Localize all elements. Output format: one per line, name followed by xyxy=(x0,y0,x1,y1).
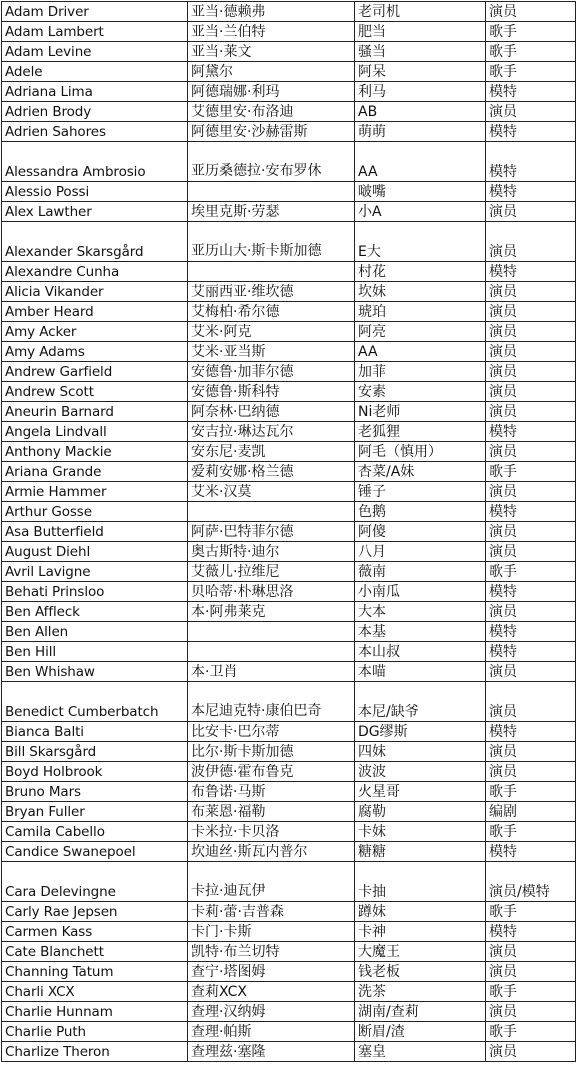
table-row xyxy=(2,362,576,382)
english-name-cell: Bryan Fuller xyxy=(2,802,188,822)
english-name-cell: Andrew Scott xyxy=(2,382,188,402)
chinese-name-cell: 安德鲁·加菲尔德 xyxy=(188,362,355,382)
chinese-name-cell xyxy=(188,182,355,202)
nickname-cell: 坎妹 xyxy=(355,282,486,302)
chinese-name-cell: 奥古斯特·迪尔 xyxy=(188,542,355,562)
chinese-name-cell: 阿德里安·沙赫雷斯 xyxy=(188,122,355,142)
occupation-cell: 演员 xyxy=(486,522,576,542)
english-name-cell: Alessio Possi xyxy=(2,182,188,202)
table-row xyxy=(2,622,576,642)
table-row xyxy=(2,502,576,522)
nickname-cell: AA xyxy=(355,342,486,362)
nickname-cell: 湖南/查莉 xyxy=(355,1002,486,1022)
english-name-cell: Avril Lavigne xyxy=(2,562,188,582)
occupation-cell: 演员 xyxy=(486,382,576,402)
chinese-name-cell: 查理兹·塞隆 xyxy=(188,1042,355,1062)
occupation-cell: 歌手 xyxy=(486,42,576,62)
english-name-cell: Asa Butterfield xyxy=(2,522,188,542)
table-row xyxy=(2,382,576,402)
english-name-cell: Adam Lambert xyxy=(2,22,188,42)
english-name-cell: Candice Swanepoel xyxy=(2,842,188,862)
chinese-name-cell: 卡米拉·卡贝洛 xyxy=(188,822,355,842)
table-row xyxy=(2,562,576,582)
table-row xyxy=(2,1022,576,1042)
occupation-cell: 歌手 xyxy=(486,902,576,922)
english-name-cell: Benedict Cumberbatch xyxy=(2,682,188,722)
table-row xyxy=(2,962,576,982)
chinese-name-cell: 亚当·德赖弗 xyxy=(188,2,355,22)
table-row xyxy=(2,62,576,82)
chinese-name-cell: 查莉XCX xyxy=(188,982,355,1002)
nickname-cell: 老司机 xyxy=(355,2,486,22)
table-row xyxy=(2,682,576,722)
occupation-cell: 演员 xyxy=(486,402,576,422)
chinese-name-cell: 坎迪丝·斯瓦内普尔 xyxy=(188,842,355,862)
occupation-cell: 模特 xyxy=(486,142,576,182)
nickname-cell: 四妹 xyxy=(355,742,486,762)
english-name-cell: Carly Rae Jepsen xyxy=(2,902,188,922)
english-name-cell: Andrew Garfield xyxy=(2,362,188,382)
occupation-cell: 演员/模特 xyxy=(486,862,576,902)
chinese-name-cell xyxy=(188,622,355,642)
chinese-name-cell: 本尼迪克特·康伯巴奇 xyxy=(188,682,355,722)
occupation-cell: 模特 xyxy=(486,422,576,442)
table-row xyxy=(2,522,576,542)
english-name-cell: Amy Adams xyxy=(2,342,188,362)
chinese-name-cell xyxy=(188,642,355,662)
chinese-name-cell: 亚当·兰伯特 xyxy=(188,22,355,42)
nickname-cell: 利马 xyxy=(355,82,486,102)
table-row xyxy=(2,202,576,222)
nickname-cell: 腐勒 xyxy=(355,802,486,822)
nickname-cell: 卡抽 xyxy=(355,862,486,902)
table-row xyxy=(2,122,576,142)
chinese-name-cell: 艾德里安·布洛迪 xyxy=(188,102,355,122)
occupation-cell: 模特 xyxy=(486,82,576,102)
table-row xyxy=(2,782,576,802)
nickname-cell: 蹲妹 xyxy=(355,902,486,922)
english-name-cell: Charlie Puth xyxy=(2,1022,188,1042)
chinese-name-cell: 凯特·布兰切特 xyxy=(188,942,355,962)
nickname-cell: 洗茶 xyxy=(355,982,486,1002)
chinese-name-cell: 亚当·莱文 xyxy=(188,42,355,62)
nickname-cell: 本喵 xyxy=(355,662,486,682)
occupation-cell: 歌手 xyxy=(486,562,576,582)
english-name-cell: Charlize Theron xyxy=(2,1042,188,1062)
english-name-cell: Bill Skarsgård xyxy=(2,742,188,762)
chinese-name-cell: 埃里克斯·劳瑟 xyxy=(188,202,355,222)
nickname-cell: 大魔王 xyxy=(355,942,486,962)
nickname-cell: 加菲 xyxy=(355,362,486,382)
table-row xyxy=(2,942,576,962)
occupation-cell: 模特 xyxy=(486,582,576,602)
table-row xyxy=(2,822,576,842)
table-row xyxy=(2,462,576,482)
chinese-name-cell: 艾丽西亚·维坎德 xyxy=(188,282,355,302)
table-row xyxy=(2,182,576,202)
occupation-cell: 演员 xyxy=(486,682,576,722)
chinese-name-cell: 本·阿弗莱克 xyxy=(188,602,355,622)
chinese-name-cell: 贝哈蒂·朴琳思洛 xyxy=(188,582,355,602)
table-row xyxy=(2,442,576,462)
table-row xyxy=(2,742,576,762)
occupation-cell: 歌手 xyxy=(486,982,576,1002)
table-row xyxy=(2,582,576,602)
chinese-name-cell: 艾梅柏·希尔德 xyxy=(188,302,355,322)
occupation-cell: 模特 xyxy=(486,182,576,202)
english-name-cell: Camila Cabello xyxy=(2,822,188,842)
chinese-name-cell: 安吉拉·琳达瓦尔 xyxy=(188,422,355,442)
table-row xyxy=(2,82,576,102)
occupation-cell: 演员 xyxy=(486,222,576,262)
nickname-cell: 本尼/缺爷 xyxy=(355,682,486,722)
nickname-cell: 小南瓜 xyxy=(355,582,486,602)
english-name-cell: Carmen Kass xyxy=(2,922,188,942)
table-row xyxy=(2,262,576,282)
occupation-cell: 演员 xyxy=(486,202,576,222)
english-name-cell: Adam Driver xyxy=(2,2,188,22)
occupation-cell: 歌手 xyxy=(486,62,576,82)
occupation-cell: 演员 xyxy=(486,942,576,962)
nickname-cell: 本基 xyxy=(355,622,486,642)
nickname-cell: 薇南 xyxy=(355,562,486,582)
english-name-cell: Ben Whishaw xyxy=(2,662,188,682)
english-name-cell: Adriana Lima xyxy=(2,82,188,102)
nickname-cell: 骚当 xyxy=(355,42,486,62)
nickname-cell: Ni老师 xyxy=(355,402,486,422)
occupation-cell: 演员 xyxy=(486,762,576,782)
table-row xyxy=(2,142,576,182)
occupation-cell: 歌手 xyxy=(486,1022,576,1042)
english-name-cell: Adele xyxy=(2,62,188,82)
occupation-cell: 演员 xyxy=(486,362,576,382)
chinese-name-cell: 查理·帕斯 xyxy=(188,1022,355,1042)
nickname-cell: DG缪斯 xyxy=(355,722,486,742)
english-name-cell: August Diehl xyxy=(2,542,188,562)
english-name-cell: Adam Levine xyxy=(2,42,188,62)
chinese-name-cell: 本·卫肖 xyxy=(188,662,355,682)
english-name-cell: Ben Allen xyxy=(2,622,188,642)
occupation-cell: 模特 xyxy=(486,922,576,942)
table-row xyxy=(2,842,576,862)
chinese-name-cell: 查理·汉纳姆 xyxy=(188,1002,355,1022)
chinese-name-cell: 艾米·阿克 xyxy=(188,322,355,342)
table-row xyxy=(2,302,576,322)
english-name-cell: Channing Tatum xyxy=(2,962,188,982)
occupation-cell: 演员 xyxy=(486,102,576,122)
nickname-cell: 阿傻 xyxy=(355,522,486,542)
chinese-name-cell: 亚历山大·斯卡斯加德 xyxy=(188,222,355,262)
nickname-cell: 糖糖 xyxy=(355,842,486,862)
table-row xyxy=(2,282,576,302)
nickname-cell: 塞皇 xyxy=(355,1042,486,1062)
occupation-cell: 模特 xyxy=(486,722,576,742)
english-name-cell: Boyd Holbrook xyxy=(2,762,188,782)
nickname-cell: 卡神 xyxy=(355,922,486,942)
english-name-cell: Amber Heard xyxy=(2,302,188,322)
nickname-cell: 啵嘴 xyxy=(355,182,486,202)
english-name-cell: Anthony Mackie xyxy=(2,442,188,462)
nickname-cell: 断眉/渣 xyxy=(355,1022,486,1042)
chinese-name-cell: 阿黛尔 xyxy=(188,62,355,82)
nickname-cell: 阿呆 xyxy=(355,62,486,82)
english-name-cell: Adrien Brody xyxy=(2,102,188,122)
occupation-cell: 歌手 xyxy=(486,462,576,482)
name-translation-table xyxy=(1,1,576,1062)
table-row xyxy=(2,222,576,262)
english-name-cell: Armie Hammer xyxy=(2,482,188,502)
english-name-cell: Bianca Balti xyxy=(2,722,188,742)
english-name-cell: Bruno Mars xyxy=(2,782,188,802)
occupation-cell: 演员 xyxy=(486,962,576,982)
occupation-cell: 模特 xyxy=(486,622,576,642)
english-name-cell: Charli XCX xyxy=(2,982,188,1002)
occupation-cell: 歌手 xyxy=(486,782,576,802)
nickname-cell: 老狐狸 xyxy=(355,422,486,442)
nickname-cell: 波波 xyxy=(355,762,486,782)
table-row xyxy=(2,802,576,822)
nickname-cell: 萌萌 xyxy=(355,122,486,142)
chinese-name-cell: 比尔·斯卡斯加德 xyxy=(188,742,355,762)
occupation-cell: 演员 xyxy=(486,322,576,342)
english-name-cell: Alexandre Cunha xyxy=(2,262,188,282)
table-row xyxy=(2,602,576,622)
table-body xyxy=(2,2,576,1062)
chinese-name-cell: 爱莉安娜·格兰德 xyxy=(188,462,355,482)
occupation-cell: 模特 xyxy=(486,262,576,282)
chinese-name-cell: 艾薇儿·拉维尼 xyxy=(188,562,355,582)
table-row xyxy=(2,982,576,1002)
table-row xyxy=(2,482,576,502)
nickname-cell: 杏菜/A妹 xyxy=(355,462,486,482)
table-row xyxy=(2,1042,576,1062)
nickname-cell: 八月 xyxy=(355,542,486,562)
table-row xyxy=(2,662,576,682)
table-row xyxy=(2,322,576,342)
table-row xyxy=(2,862,576,902)
occupation-cell: 演员 xyxy=(486,2,576,22)
table-row xyxy=(2,762,576,782)
occupation-cell: 演员 xyxy=(486,1042,576,1062)
english-name-cell: Alex Lawther xyxy=(2,202,188,222)
nickname-cell: 锤子 xyxy=(355,482,486,502)
occupation-cell: 演员 xyxy=(486,342,576,362)
chinese-name-cell xyxy=(188,262,355,282)
english-name-cell: Behati Prinsloo xyxy=(2,582,188,602)
chinese-name-cell: 比安卡·巴尔蒂 xyxy=(188,722,355,742)
table-row xyxy=(2,402,576,422)
nickname-cell: 钱老板 xyxy=(355,962,486,982)
table-row xyxy=(2,102,576,122)
occupation-cell: 演员 xyxy=(486,282,576,302)
occupation-cell: 演员 xyxy=(486,302,576,322)
occupation-cell: 歌手 xyxy=(486,822,576,842)
chinese-name-cell: 查宁·塔图姆 xyxy=(188,962,355,982)
nickname-cell: 火星哥 xyxy=(355,782,486,802)
nickname-cell: AB xyxy=(355,102,486,122)
occupation-cell: 演员 xyxy=(486,662,576,682)
chinese-name-cell: 艾米·亚当斯 xyxy=(188,342,355,362)
chinese-name-cell: 卡莉·蕾·吉普森 xyxy=(188,902,355,922)
english-name-cell: Ben Affleck xyxy=(2,602,188,622)
english-name-cell: Angela Lindvall xyxy=(2,422,188,442)
table-row xyxy=(2,642,576,662)
occupation-cell: 模特 xyxy=(486,122,576,142)
english-name-cell: Alicia Vikander xyxy=(2,282,188,302)
table-row xyxy=(2,422,576,442)
nickname-cell: 村花 xyxy=(355,262,486,282)
chinese-name-cell: 艾米·汉莫 xyxy=(188,482,355,502)
english-name-cell: Adrien Sahores xyxy=(2,122,188,142)
nickname-cell: 色鹅 xyxy=(355,502,486,522)
chinese-name-cell: 卡拉·迪瓦伊 xyxy=(188,862,355,902)
table-row xyxy=(2,342,576,362)
nickname-cell: 肥当 xyxy=(355,22,486,42)
chinese-name-cell: 阿萨·巴特菲尔德 xyxy=(188,522,355,542)
nickname-cell: 阿亮 xyxy=(355,322,486,342)
chinese-name-cell: 阿德瑞娜·利玛 xyxy=(188,82,355,102)
english-name-cell: Arthur Gosse xyxy=(2,502,188,522)
english-name-cell: Cara Delevingne xyxy=(2,862,188,902)
nickname-cell: 阿毛（慎用） xyxy=(355,442,486,462)
chinese-name-cell: 亚历桑德拉·安布罗休 xyxy=(188,142,355,182)
table-row xyxy=(2,922,576,942)
english-name-cell: Amy Acker xyxy=(2,322,188,342)
occupation-cell: 演员 xyxy=(486,442,576,462)
chinese-name-cell: 布莱恩·福勒 xyxy=(188,802,355,822)
nickname-cell: 安素 xyxy=(355,382,486,402)
occupation-cell: 编剧 xyxy=(486,802,576,822)
english-name-cell: Cate Blanchett xyxy=(2,942,188,962)
occupation-cell: 演员 xyxy=(486,602,576,622)
occupation-cell: 演员 xyxy=(486,1002,576,1022)
occupation-cell: 演员 xyxy=(486,542,576,562)
chinese-name-cell: 布鲁诺·马斯 xyxy=(188,782,355,802)
nickname-cell: E大 xyxy=(355,222,486,262)
table-row xyxy=(2,542,576,562)
chinese-name-cell: 安东尼·麦凯 xyxy=(188,442,355,462)
table-row xyxy=(2,1002,576,1022)
english-name-cell: Alexander Skarsgård xyxy=(2,222,188,262)
table-row xyxy=(2,902,576,922)
table-row xyxy=(2,42,576,62)
chinese-name-cell xyxy=(188,502,355,522)
english-name-cell: Alessandra Ambrosio xyxy=(2,142,188,182)
table-row xyxy=(2,722,576,742)
english-name-cell: Charlie Hunnam xyxy=(2,1002,188,1022)
chinese-name-cell: 阿奈林·巴纳德 xyxy=(188,402,355,422)
nickname-cell: 小A xyxy=(355,202,486,222)
english-name-cell: Ariana Grande xyxy=(2,462,188,482)
occupation-cell: 演员 xyxy=(486,742,576,762)
occupation-cell: 模特 xyxy=(486,502,576,522)
english-name-cell: Ben Hill xyxy=(2,642,188,662)
occupation-cell: 歌手 xyxy=(486,22,576,42)
english-name-cell: Aneurin Barnard xyxy=(2,402,188,422)
nickname-cell: AA xyxy=(355,142,486,182)
occupation-cell: 模特 xyxy=(486,842,576,862)
nickname-cell: 大本 xyxy=(355,602,486,622)
occupation-cell: 演员 xyxy=(486,482,576,502)
table-row xyxy=(2,22,576,42)
chinese-name-cell: 波伊德·霍布鲁克 xyxy=(188,762,355,782)
chinese-name-cell: 安德鲁·斯科特 xyxy=(188,382,355,402)
nickname-cell: 本山叔 xyxy=(355,642,486,662)
occupation-cell: 模特 xyxy=(486,642,576,662)
chinese-name-cell: 卡门·卡斯 xyxy=(188,922,355,942)
table-row xyxy=(2,2,576,22)
nickname-cell: 卡妹 xyxy=(355,822,486,842)
nickname-cell: 琥珀 xyxy=(355,302,486,322)
